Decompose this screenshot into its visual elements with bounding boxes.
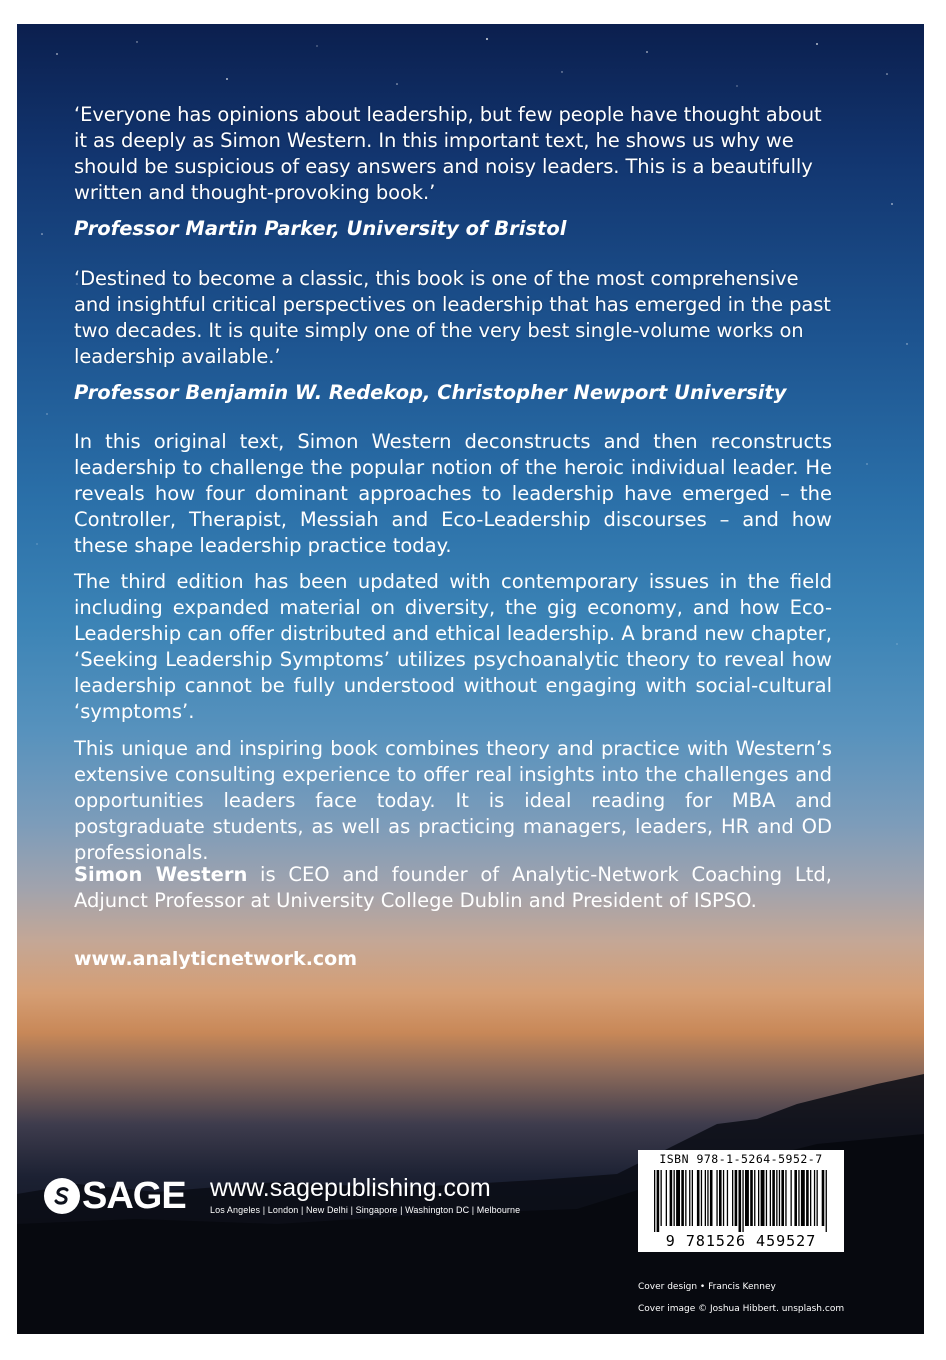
barcode-bar <box>785 1170 786 1226</box>
barcode-digits: 9 781526 459527 <box>665 1232 817 1250</box>
author-website-link[interactable]: www.analyticnetwork.com <box>74 948 358 970</box>
review-quote-1: ‘Everyone has opinions about leadership, but few people have thought about it as deeply as Simon Western. In this important text, he shows us why we should be suspicious of easy answers and noisy leaders. This is a beautifully written and thought-provoking book.’ <box>74 103 822 204</box>
sage-logo <box>44 1172 194 1220</box>
isbn-label: ISBN 978-1-5264-5952-7 <box>659 1152 823 1166</box>
barcode-bar <box>754 1170 755 1226</box>
barcode-bar <box>794 1170 797 1226</box>
sage-logo-text: SAGE <box>82 1174 186 1217</box>
cover-design-credit: Cover design • Francis Kenney <box>638 1282 776 1292</box>
description-paragraph-3: This unique and inspiring book combines theory and practice with Western’s extensive consulting experience to offer real insights into the challenges and opportunities leaders face today. It is ideal reading for MBA and postgraduate students, as well as practicing managers, leaders, HR and OD professionals. <box>74 737 832 864</box>
barcode-bar <box>750 1170 753 1226</box>
barcode-bar <box>826 1170 827 1232</box>
barcode-bar <box>798 1170 799 1226</box>
barcode-bar <box>676 1170 680 1226</box>
barcode-bar <box>654 1170 655 1232</box>
barcode-bar <box>661 1170 662 1226</box>
barcode-bar <box>689 1170 690 1226</box>
review-attribution-1: Professor Martin Parker, University of Bristol <box>74 217 567 240</box>
barcode-bar <box>810 1170 811 1226</box>
description-paragraph-1: In this original text, Simon Western deconstructs and then reconstructs leadership to challenge the popular notion of the heroic individual leader. He reveals how four dominant approaches to leadership have emerged – the Controller, Therapist, Messiah and Eco-Leadership discourses – and how these shape leadership practice today. <box>74 430 832 557</box>
barcode-bar <box>801 1170 805 1226</box>
review-quote-2: ‘Destined to become a classic, this book is one of the most comprehensive and insightful critical perspectives on leadership that has emerged in the past two decades. It is quite simply one of the very best single-volume works on leadership available.’ <box>74 267 831 368</box>
cover-image-credit: Cover image © Joshua Hibbert. unsplash.com <box>638 1304 845 1314</box>
barcode-bar <box>697 1170 700 1226</box>
barcode-bar <box>670 1170 673 1226</box>
author-bio-text: is CEO and founder of Analytic-Network Coaching Ltd, Adjunct Professor at University College Dublin and President of ISPSO. <box>74 863 832 912</box>
barcode-bar <box>758 1170 759 1226</box>
barcode-bar <box>674 1170 675 1226</box>
barcode-bar <box>705 1170 706 1226</box>
barcode-bar <box>710 1170 713 1226</box>
barcode-bar <box>727 1170 728 1226</box>
publisher-cities: Los Angeles | London | New Delhi | Singapore | Washington DC | Melbourne <box>210 1205 521 1215</box>
barcode-bar <box>739 1170 742 1232</box>
barcode-bar <box>822 1170 825 1226</box>
barcode-bar <box>814 1170 815 1226</box>
barcode-bar <box>657 1170 660 1232</box>
barcode-bar <box>666 1170 667 1226</box>
barcode-bar <box>716 1170 717 1226</box>
barcode-bar <box>692 1170 693 1226</box>
author-bio <box>74 862 832 914</box>
publisher-website-link[interactable]: www.sagepublishing.com <box>210 1174 491 1202</box>
barcode-bar <box>761 1170 765 1226</box>
barcode-bar <box>806 1170 809 1226</box>
sage-emblem-icon <box>44 1178 80 1214</box>
barcode-bar <box>742 1170 743 1232</box>
barcode-bar <box>779 1170 780 1226</box>
isbn-barcode <box>638 1150 844 1252</box>
barcode-bar <box>791 1170 792 1226</box>
description-paragraph-2: The third edition has been updated with contemporary issues in the field including expanded material on diversity, the gig economy, and how Eco-Leadership can offer distributed and ethical leadership. A brand new chapter, ‘Seeking Leadership Symptoms’ utilizes psychoanalytic theory to reveal how leadership cannot be fully understood without engaging with social-cultural ‘symptoms’. <box>74 570 832 723</box>
barcode-bar <box>817 1170 818 1226</box>
barcode-bar <box>776 1170 777 1226</box>
barcode-bar <box>735 1170 738 1226</box>
barcode-bar <box>681 1170 684 1226</box>
author-name: Simon Western <box>74 863 248 886</box>
barcode-bar <box>766 1170 767 1226</box>
barcode-bar <box>732 1170 733 1226</box>
review-attribution-2: Professor Benjamin W. Redekop, Christopher Newport University <box>74 381 787 404</box>
barcode-bars <box>654 1170 828 1232</box>
barcode-bar <box>701 1170 702 1226</box>
barcode-bar <box>772 1170 775 1226</box>
barcode-bar <box>707 1170 708 1226</box>
barcode-bar <box>770 1170 771 1226</box>
barcode-bar <box>745 1170 749 1226</box>
barcode-bar <box>685 1170 686 1226</box>
barcode-bar <box>723 1170 724 1226</box>
barcode-bar <box>719 1170 722 1226</box>
barcode-bar <box>781 1170 784 1226</box>
